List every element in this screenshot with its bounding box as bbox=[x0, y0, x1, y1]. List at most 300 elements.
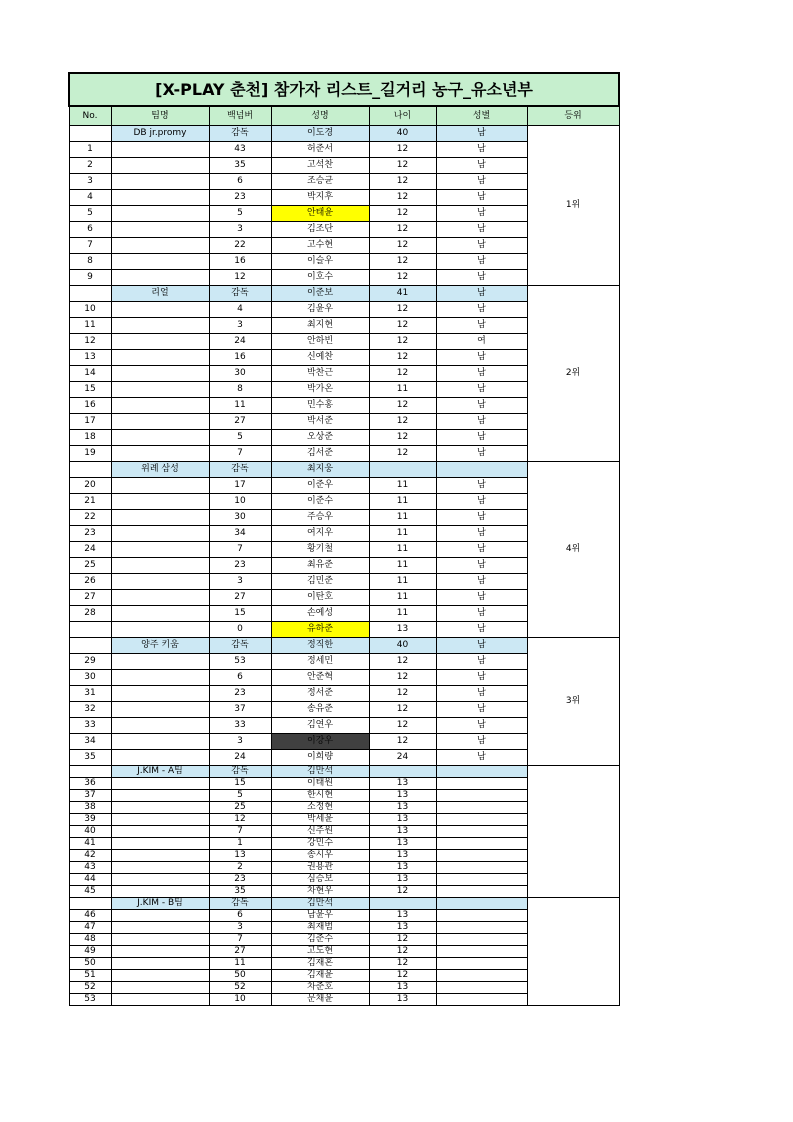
player-age: 12 bbox=[369, 414, 436, 430]
player-back-number: 50 bbox=[209, 970, 271, 982]
coach-name: 김만석 bbox=[271, 898, 369, 910]
player-team bbox=[111, 702, 209, 718]
player-back-number: 27 bbox=[209, 414, 271, 430]
col-header-back-number: 백넘버 bbox=[209, 106, 271, 126]
player-age: 12 bbox=[369, 934, 436, 946]
player-team bbox=[111, 302, 209, 318]
coach-age: 40 bbox=[369, 126, 436, 142]
player-age: 12 bbox=[369, 430, 436, 446]
player-sex bbox=[436, 802, 527, 814]
team-rank bbox=[527, 898, 619, 1006]
player-back-number: 12 bbox=[209, 270, 271, 286]
player-number: 22 bbox=[69, 510, 111, 526]
player-age: 12 bbox=[369, 970, 436, 982]
player-team bbox=[111, 366, 209, 382]
row-number bbox=[69, 286, 111, 302]
team-name: 리얼 bbox=[111, 286, 209, 302]
player-sex: 남 bbox=[436, 398, 527, 414]
team-rank: 2위 bbox=[527, 286, 619, 462]
player-sex: 남 bbox=[436, 750, 527, 766]
player-back-number: 11 bbox=[209, 398, 271, 414]
player-number: 50 bbox=[69, 958, 111, 970]
player-back-number: 7 bbox=[209, 934, 271, 946]
player-sex bbox=[436, 994, 527, 1006]
player-sex: 남 bbox=[436, 702, 527, 718]
coach-sex: 남 bbox=[436, 126, 527, 142]
player-team bbox=[111, 350, 209, 366]
player-team bbox=[111, 222, 209, 238]
player-sex: 남 bbox=[436, 222, 527, 238]
coach-label: 감독 bbox=[209, 638, 271, 654]
player-name: 이탄호 bbox=[271, 590, 369, 606]
player-age: 12 bbox=[369, 334, 436, 350]
player-back-number: 16 bbox=[209, 350, 271, 366]
player-back-number: 13 bbox=[209, 850, 271, 862]
player-back-number: 37 bbox=[209, 702, 271, 718]
player-sex bbox=[436, 958, 527, 970]
player-team bbox=[111, 414, 209, 430]
player-age: 12 bbox=[369, 238, 436, 254]
player-name: 김준수 bbox=[271, 934, 369, 946]
player-name: 이태원 bbox=[271, 778, 369, 790]
player-name: 오상준 bbox=[271, 430, 369, 446]
player-number: 1 bbox=[69, 142, 111, 158]
coach-age: 40 bbox=[369, 638, 436, 654]
player-name: 안하빈 bbox=[271, 334, 369, 350]
player-back-number: 35 bbox=[209, 886, 271, 898]
player-team bbox=[111, 802, 209, 814]
player-team bbox=[111, 398, 209, 414]
player-age: 13 bbox=[369, 862, 436, 874]
player-number: 37 bbox=[69, 790, 111, 802]
player-age: 12 bbox=[369, 302, 436, 318]
player-age: 11 bbox=[369, 478, 436, 494]
player-number: 42 bbox=[69, 850, 111, 862]
player-back-number: 22 bbox=[209, 238, 271, 254]
player-age: 12 bbox=[369, 446, 436, 462]
player-sex: 남 bbox=[436, 382, 527, 398]
player-age: 13 bbox=[369, 778, 436, 790]
player-back-number: 6 bbox=[209, 670, 271, 686]
player-age: 13 bbox=[369, 814, 436, 826]
player-back-number: 10 bbox=[209, 494, 271, 510]
player-sex: 남 bbox=[436, 670, 527, 686]
player-back-number: 3 bbox=[209, 318, 271, 334]
player-sex bbox=[436, 946, 527, 958]
player-team bbox=[111, 382, 209, 398]
player-back-number: 12 bbox=[209, 814, 271, 826]
player-age: 13 bbox=[369, 622, 436, 638]
team-name: J.KIM - B팀 bbox=[111, 898, 209, 910]
player-team bbox=[111, 826, 209, 838]
player-age: 12 bbox=[369, 686, 436, 702]
player-age: 12 bbox=[369, 702, 436, 718]
player-team bbox=[111, 622, 209, 638]
player-age: 13 bbox=[369, 850, 436, 862]
player-team bbox=[111, 778, 209, 790]
team-row bbox=[69, 286, 619, 302]
player-back-number: 5 bbox=[209, 430, 271, 446]
player-back-number: 0 bbox=[209, 622, 271, 638]
player-sex bbox=[436, 970, 527, 982]
player-team bbox=[111, 142, 209, 158]
player-back-number: 27 bbox=[209, 946, 271, 958]
player-back-number: 5 bbox=[209, 206, 271, 222]
player-team bbox=[111, 862, 209, 874]
player-sex: 남 bbox=[436, 478, 527, 494]
player-number: 53 bbox=[69, 994, 111, 1006]
player-team bbox=[111, 494, 209, 510]
player-sex: 남 bbox=[436, 558, 527, 574]
player-name: 김조단 bbox=[271, 222, 369, 238]
player-age: 13 bbox=[369, 994, 436, 1006]
player-name: 김재혼 bbox=[271, 958, 369, 970]
player-back-number: 3 bbox=[209, 734, 271, 750]
player-back-number: 25 bbox=[209, 802, 271, 814]
player-name: 강민수 bbox=[271, 838, 369, 850]
coach-age bbox=[369, 898, 436, 910]
coach-sex bbox=[436, 462, 527, 478]
player-age: 11 bbox=[369, 606, 436, 622]
player-back-number: 2 bbox=[209, 862, 271, 874]
player-team bbox=[111, 174, 209, 190]
player-name: 김재윤 bbox=[271, 970, 369, 982]
player-number: 10 bbox=[69, 302, 111, 318]
player-sex: 남 bbox=[436, 318, 527, 334]
player-age: 12 bbox=[369, 734, 436, 750]
player-number: 38 bbox=[69, 802, 111, 814]
player-back-number: 53 bbox=[209, 654, 271, 670]
col-header-name: 성명 bbox=[271, 106, 369, 126]
player-name: 차현우 bbox=[271, 886, 369, 898]
player-name: 신주원 bbox=[271, 826, 369, 838]
player-number: 19 bbox=[69, 446, 111, 462]
player-age: 11 bbox=[369, 510, 436, 526]
player-name: 안태윤 bbox=[271, 206, 369, 222]
player-sex bbox=[436, 934, 527, 946]
coach-label: 감독 bbox=[209, 766, 271, 778]
player-sex: 남 bbox=[436, 350, 527, 366]
player-back-number: 23 bbox=[209, 190, 271, 206]
player-name: 이준우 bbox=[271, 478, 369, 494]
player-age: 11 bbox=[369, 558, 436, 574]
player-sex: 남 bbox=[436, 158, 527, 174]
player-number: 51 bbox=[69, 970, 111, 982]
player-name: 유하준 bbox=[271, 622, 369, 638]
player-age: 12 bbox=[369, 654, 436, 670]
player-number: 39 bbox=[69, 814, 111, 826]
player-name: 고석찬 bbox=[271, 158, 369, 174]
player-team bbox=[111, 206, 209, 222]
player-sex: 남 bbox=[436, 574, 527, 590]
player-age: 12 bbox=[369, 190, 436, 206]
player-age: 12 bbox=[369, 142, 436, 158]
header-row bbox=[69, 106, 619, 126]
player-team bbox=[111, 270, 209, 286]
player-team bbox=[111, 334, 209, 350]
player-number: 23 bbox=[69, 526, 111, 542]
player-age: 13 bbox=[369, 910, 436, 922]
player-number: 13 bbox=[69, 350, 111, 366]
coach-sex: 남 bbox=[436, 286, 527, 302]
player-sex: 남 bbox=[436, 206, 527, 222]
player-number: 31 bbox=[69, 686, 111, 702]
team-rank: 3위 bbox=[527, 638, 619, 766]
player-team bbox=[111, 790, 209, 802]
player-name: 고도현 bbox=[271, 946, 369, 958]
coach-name: 김만석 bbox=[271, 766, 369, 778]
player-team bbox=[111, 970, 209, 982]
player-number: 29 bbox=[69, 654, 111, 670]
coach-label: 감독 bbox=[209, 286, 271, 302]
player-age: 13 bbox=[369, 922, 436, 934]
player-sex: 남 bbox=[436, 622, 527, 638]
team-rank: 4위 bbox=[527, 462, 619, 638]
player-number: 45 bbox=[69, 886, 111, 898]
player-back-number: 23 bbox=[209, 558, 271, 574]
player-team bbox=[111, 910, 209, 922]
player-age: 11 bbox=[369, 526, 436, 542]
coach-sex bbox=[436, 766, 527, 778]
player-name: 안준혁 bbox=[271, 670, 369, 686]
player-team bbox=[111, 886, 209, 898]
row-number bbox=[69, 898, 111, 910]
player-age: 11 bbox=[369, 382, 436, 398]
participant-table bbox=[68, 72, 620, 1006]
player-back-number: 3 bbox=[209, 922, 271, 934]
player-sex: 남 bbox=[436, 510, 527, 526]
player-sex bbox=[436, 910, 527, 922]
player-name: 황기철 bbox=[271, 542, 369, 558]
player-sex: 여 bbox=[436, 334, 527, 350]
player-sex bbox=[436, 778, 527, 790]
player-number: 32 bbox=[69, 702, 111, 718]
col-header-age: 나이 bbox=[369, 106, 436, 126]
player-name: 이호수 bbox=[271, 270, 369, 286]
coach-name: 이준보 bbox=[271, 286, 369, 302]
player-name: 최재범 bbox=[271, 922, 369, 934]
player-team bbox=[111, 670, 209, 686]
player-name: 이준수 bbox=[271, 494, 369, 510]
player-team bbox=[111, 254, 209, 270]
player-age: 12 bbox=[369, 398, 436, 414]
player-number: 9 bbox=[69, 270, 111, 286]
player-age: 12 bbox=[369, 946, 436, 958]
player-age: 12 bbox=[369, 222, 436, 238]
player-name: 김윤우 bbox=[271, 302, 369, 318]
coach-sex bbox=[436, 898, 527, 910]
col-header-sex: 성별 bbox=[436, 106, 527, 126]
player-age: 12 bbox=[369, 318, 436, 334]
player-name: 박서준 bbox=[271, 414, 369, 430]
team-name: J.KIM - A팀 bbox=[111, 766, 209, 778]
player-age: 12 bbox=[369, 206, 436, 222]
team-row bbox=[69, 766, 619, 778]
player-back-number: 15 bbox=[209, 778, 271, 790]
player-number: 21 bbox=[69, 494, 111, 510]
player-name: 신예찬 bbox=[271, 350, 369, 366]
player-age: 11 bbox=[369, 494, 436, 510]
player-sex: 남 bbox=[436, 734, 527, 750]
player-back-number: 43 bbox=[209, 142, 271, 158]
player-sex bbox=[436, 826, 527, 838]
player-sex bbox=[436, 790, 527, 802]
player-number: 49 bbox=[69, 946, 111, 958]
player-number: 41 bbox=[69, 838, 111, 850]
row-number bbox=[69, 766, 111, 778]
player-number: 34 bbox=[69, 734, 111, 750]
player-team bbox=[111, 750, 209, 766]
player-name: 주승우 bbox=[271, 510, 369, 526]
player-back-number: 1 bbox=[209, 838, 271, 850]
player-name: 차준호 bbox=[271, 982, 369, 994]
player-number: 8 bbox=[69, 254, 111, 270]
player-team bbox=[111, 526, 209, 542]
player-number: 2 bbox=[69, 158, 111, 174]
player-sex: 남 bbox=[436, 270, 527, 286]
player-number: 33 bbox=[69, 718, 111, 734]
team-rank bbox=[527, 766, 619, 898]
player-name: 권용관 bbox=[271, 862, 369, 874]
player-name: 소정현 bbox=[271, 802, 369, 814]
player-team bbox=[111, 838, 209, 850]
team-name: 양주 키움 bbox=[111, 638, 209, 654]
player-back-number: 24 bbox=[209, 334, 271, 350]
player-sex: 남 bbox=[436, 606, 527, 622]
player-team bbox=[111, 850, 209, 862]
player-team bbox=[111, 958, 209, 970]
player-number: 48 bbox=[69, 934, 111, 946]
player-name: 여지우 bbox=[271, 526, 369, 542]
player-number: 30 bbox=[69, 670, 111, 686]
player-age: 24 bbox=[369, 750, 436, 766]
player-back-number: 34 bbox=[209, 526, 271, 542]
player-age: 12 bbox=[369, 174, 436, 190]
player-sex bbox=[436, 838, 527, 850]
player-name: 한시현 bbox=[271, 790, 369, 802]
player-name: 조승균 bbox=[271, 174, 369, 190]
player-name: 민수홍 bbox=[271, 398, 369, 414]
player-age: 13 bbox=[369, 838, 436, 850]
player-number: 11 bbox=[69, 318, 111, 334]
team-rank: 1위 bbox=[527, 126, 619, 286]
player-name: 최유준 bbox=[271, 558, 369, 574]
player-number: 46 bbox=[69, 910, 111, 922]
row-number bbox=[69, 638, 111, 654]
player-sex: 남 bbox=[436, 238, 527, 254]
player-sex: 남 bbox=[436, 542, 527, 558]
player-back-number: 15 bbox=[209, 606, 271, 622]
player-name: 정서준 bbox=[271, 686, 369, 702]
team-row bbox=[69, 898, 619, 910]
player-sex bbox=[436, 814, 527, 826]
coach-age: 41 bbox=[369, 286, 436, 302]
player-team bbox=[111, 994, 209, 1006]
player-team bbox=[111, 542, 209, 558]
player-number: 12 bbox=[69, 334, 111, 350]
player-name: 허준서 bbox=[271, 142, 369, 158]
player-back-number: 17 bbox=[209, 478, 271, 494]
player-number: 27 bbox=[69, 590, 111, 606]
player-sex: 남 bbox=[436, 366, 527, 382]
player-number: 16 bbox=[69, 398, 111, 414]
player-age: 13 bbox=[369, 826, 436, 838]
player-team bbox=[111, 558, 209, 574]
player-name: 송시우 bbox=[271, 850, 369, 862]
player-age: 13 bbox=[369, 982, 436, 994]
player-age: 12 bbox=[369, 158, 436, 174]
player-back-number: 7 bbox=[209, 542, 271, 558]
player-name: 최지현 bbox=[271, 318, 369, 334]
player-team bbox=[111, 874, 209, 886]
player-back-number: 30 bbox=[209, 510, 271, 526]
player-sex: 남 bbox=[436, 494, 527, 510]
player-sex bbox=[436, 886, 527, 898]
player-sex: 남 bbox=[436, 590, 527, 606]
player-sex bbox=[436, 850, 527, 862]
player-back-number: 3 bbox=[209, 574, 271, 590]
player-age: 12 bbox=[369, 350, 436, 366]
col-header-team: 팀명 bbox=[111, 106, 209, 126]
player-name: 박지후 bbox=[271, 190, 369, 206]
player-name: 박세윤 bbox=[271, 814, 369, 826]
coach-age bbox=[369, 766, 436, 778]
player-back-number: 8 bbox=[209, 382, 271, 398]
player-name: 박가온 bbox=[271, 382, 369, 398]
player-team bbox=[111, 238, 209, 254]
player-age: 11 bbox=[369, 590, 436, 606]
player-number: 43 bbox=[69, 862, 111, 874]
player-team bbox=[111, 574, 209, 590]
player-back-number: 23 bbox=[209, 874, 271, 886]
player-number: 4 bbox=[69, 190, 111, 206]
player-sex: 남 bbox=[436, 654, 527, 670]
player-age: 13 bbox=[369, 874, 436, 886]
team-row bbox=[69, 462, 619, 478]
player-age: 11 bbox=[369, 574, 436, 590]
player-number: 5 bbox=[69, 206, 111, 222]
player-sex: 남 bbox=[436, 142, 527, 158]
player-sex: 남 bbox=[436, 414, 527, 430]
player-sex bbox=[436, 862, 527, 874]
player-team bbox=[111, 734, 209, 750]
player-back-number: 11 bbox=[209, 958, 271, 970]
coach-name: 정직한 bbox=[271, 638, 369, 654]
player-number: 7 bbox=[69, 238, 111, 254]
player-sex bbox=[436, 922, 527, 934]
player-back-number: 4 bbox=[209, 302, 271, 318]
player-name: 고수현 bbox=[271, 238, 369, 254]
player-name: 손예성 bbox=[271, 606, 369, 622]
team-name: 위례 삼성 bbox=[111, 462, 209, 478]
player-age: 13 bbox=[369, 790, 436, 802]
player-age: 12 bbox=[369, 718, 436, 734]
player-back-number: 6 bbox=[209, 910, 271, 922]
col-header-rank: 등위 bbox=[527, 106, 619, 126]
player-number: 6 bbox=[69, 222, 111, 238]
player-back-number: 6 bbox=[209, 174, 271, 190]
team-name: DB jr.promy bbox=[111, 126, 209, 142]
coach-age bbox=[369, 462, 436, 478]
player-name: 송유준 bbox=[271, 702, 369, 718]
coach-label: 감독 bbox=[209, 898, 271, 910]
coach-name: 이도경 bbox=[271, 126, 369, 142]
player-name: 박찬근 bbox=[271, 366, 369, 382]
player-sex: 남 bbox=[436, 190, 527, 206]
player-number: 20 bbox=[69, 478, 111, 494]
player-sex: 남 bbox=[436, 446, 527, 462]
player-number: 40 bbox=[69, 826, 111, 838]
